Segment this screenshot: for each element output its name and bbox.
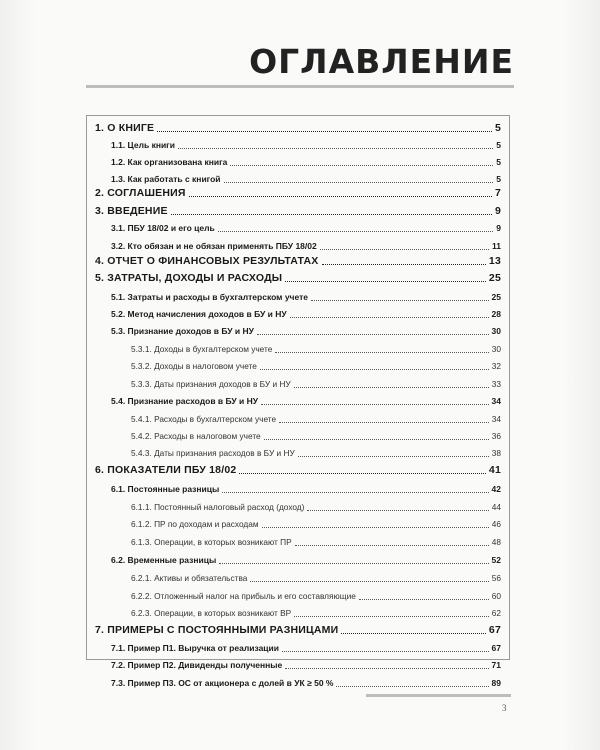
toc-entry-title: 5.3.3. Даты признания доходов в БУ и НУ xyxy=(131,379,291,389)
toc-entry-title: 5.3.1. Доходы в бухгалтерском учете xyxy=(131,344,273,354)
toc-entry[interactable] xyxy=(131,536,501,548)
toc-entry-page: 36 xyxy=(491,431,501,441)
toc-entry-page: 13 xyxy=(488,255,501,267)
toc-entry[interactable] xyxy=(111,395,501,407)
toc-leader-dots xyxy=(359,599,489,600)
toc-entry[interactable] xyxy=(131,378,501,390)
toc-entry-page: 60 xyxy=(491,591,501,601)
toc-leader-dots xyxy=(282,651,489,652)
toc-entry-title: 1.2. Как организована книга xyxy=(111,157,228,167)
toc-entry-page: 30 xyxy=(491,326,501,336)
toc-entry[interactable] xyxy=(111,325,501,337)
toc-leader-dots xyxy=(222,492,488,493)
toc-entry-title: 1.3. Как работать с книгой xyxy=(111,174,221,184)
toc-leader-dots xyxy=(311,300,489,301)
toc-entry-title: 5.3.2. Доходы в налоговом учете xyxy=(131,361,257,371)
toc-leader-dots xyxy=(260,369,489,370)
toc-leader-dots xyxy=(189,196,492,197)
toc-entry[interactable] xyxy=(131,343,501,355)
toc-leader-dots xyxy=(285,668,488,669)
toc-entry-title: 6.2. Временные разницы xyxy=(111,555,217,565)
toc-entry-title: 5.4. Признание расходов в БУ и НУ xyxy=(111,396,259,406)
toc-entry-page: 7 xyxy=(494,187,501,199)
toc-entry-page: 5 xyxy=(494,122,501,134)
toc-entry-title: 1.1. Цель книги xyxy=(111,140,175,150)
toc-entry-page: 5 xyxy=(496,174,501,184)
toc-entry-title: 6. ПОКАЗАТЕЛИ ПБУ 18/02 xyxy=(95,464,237,476)
toc-entry[interactable] xyxy=(131,501,501,513)
toc-entry-title: 5.4.3. Даты признания расходов в БУ и НУ xyxy=(131,448,295,458)
toc-entry[interactable] xyxy=(95,624,501,636)
toc-entry-title: 3. ВВЕДЕНИЕ xyxy=(95,205,168,217)
toc-entry[interactable] xyxy=(131,572,501,584)
toc-entry-title: 5.4.2. Расходы в налоговом учете xyxy=(131,431,261,441)
toc-entry[interactable] xyxy=(131,360,501,372)
toc-entry-title: 1. О КНИГЕ xyxy=(95,122,155,134)
toc-entry[interactable] xyxy=(131,607,501,619)
toc-entry[interactable] xyxy=(111,291,501,303)
toc-entry-page: 71 xyxy=(491,660,501,670)
toc-entry-title: 3.1. ПБУ 18/02 и его цель xyxy=(111,223,215,233)
toc-entry-title: 7. ПРИМЕРЫ С ПОСТОЯННЫМИ РАЗНИЦАМИ xyxy=(95,624,339,636)
toc-leader-dots xyxy=(294,616,489,617)
toc-entry-page: 56 xyxy=(491,573,501,583)
page-title: ОГЛАВЛЕНИЕ xyxy=(249,42,514,81)
toc-entry-page: 52 xyxy=(491,555,501,565)
toc-entry-page: 38 xyxy=(491,448,501,458)
toc-entry[interactable] xyxy=(95,187,501,199)
toc-leader-dots xyxy=(294,387,489,388)
toc-entry-page: 11 xyxy=(492,241,501,251)
toc-leader-dots xyxy=(298,456,489,457)
toc-entry[interactable] xyxy=(111,222,501,234)
toc-entry[interactable] xyxy=(95,255,501,267)
toc-entry-title: 6.2.1. Активы и обязательства xyxy=(131,573,248,583)
toc-entry[interactable] xyxy=(95,272,501,284)
toc-leader-dots xyxy=(320,249,489,250)
toc-entry-title: 6.2.3. Операции, в которых возникают ВР xyxy=(131,608,292,618)
toc-entry-title: 5. ЗАТРАТЫ, ДОХОДЫ И РАСХОДЫ xyxy=(95,272,283,284)
toc-entry-title: 4. ОТЧЕТ О ФИНАНСОВЫХ РЕЗУЛЬТАТАХ xyxy=(95,255,319,267)
footer-divider xyxy=(366,694,511,697)
toc-entry[interactable] xyxy=(111,308,501,320)
toc-entry-page: 48 xyxy=(491,537,501,547)
toc-leader-dots xyxy=(295,545,489,546)
toc-leader-dots xyxy=(230,165,493,166)
toc-entry[interactable] xyxy=(111,156,501,168)
toc-entry[interactable] xyxy=(111,677,501,689)
toc-entry-title: 3.2. Кто обязан и не обязан применять ПБУ 18/02 xyxy=(111,241,317,251)
toc-entry[interactable] xyxy=(111,483,501,495)
toc-entry-page: 67 xyxy=(488,624,501,636)
toc-entry[interactable] xyxy=(131,590,501,602)
title-divider xyxy=(86,85,514,88)
toc-leader-dots xyxy=(322,264,486,265)
toc-entry-title: 5.2. Метод начисления доходов в БУ и НУ xyxy=(111,309,287,319)
toc-entry[interactable] xyxy=(95,122,501,134)
toc-entry[interactable] xyxy=(131,413,501,425)
toc-entry-title: 7.3. Пример П3. ОС от акционера с долей в УК ≥ 50 % xyxy=(111,678,334,688)
toc-entry[interactable] xyxy=(131,518,501,530)
toc-leader-dots xyxy=(285,281,486,282)
toc-entry-page: 9 xyxy=(496,223,501,233)
toc-leader-dots xyxy=(290,317,489,318)
toc-leader-dots xyxy=(257,334,489,335)
toc-entry-page: 30 xyxy=(491,344,501,354)
toc-entry[interactable] xyxy=(111,240,501,252)
toc-entry[interactable] xyxy=(111,659,501,671)
toc-entry-page: 42 xyxy=(491,484,501,494)
toc-leader-dots xyxy=(218,231,494,232)
toc-entry[interactable] xyxy=(111,173,501,185)
toc-leader-dots xyxy=(262,527,489,528)
toc-entry[interactable] xyxy=(95,205,501,217)
toc-leader-dots xyxy=(250,581,488,582)
toc-leader-dots xyxy=(279,422,489,423)
toc-entry-page: 33 xyxy=(491,379,501,389)
toc-entry-page: 34 xyxy=(491,414,501,424)
toc-entry[interactable] xyxy=(131,447,501,459)
toc-entry-page: 41 xyxy=(488,464,501,476)
toc-entry-title: 6.2.2. Отложенный налог на прибыль и его составляющие xyxy=(131,591,356,601)
toc-entry-title: 5.1. Затраты и расходы в бухгалтерском учете xyxy=(111,292,308,302)
toc-leader-dots xyxy=(171,214,492,215)
toc-entry-page: 28 xyxy=(491,309,501,319)
toc-leader-dots xyxy=(178,148,493,149)
toc-leader-dots xyxy=(307,510,488,511)
toc-entry-page: 25 xyxy=(488,272,501,284)
toc-entry-page: 32 xyxy=(491,361,501,371)
toc-entry-page: 5 xyxy=(496,157,501,167)
toc-leader-dots xyxy=(219,563,488,564)
toc-entry-title: 6.1.1. Постоянный налоговый расход (доход) xyxy=(131,502,305,512)
toc-entry-page: 5 xyxy=(496,140,501,150)
page-number: 3 xyxy=(502,703,507,713)
toc-leader-dots xyxy=(239,473,485,474)
toc-entry[interactable] xyxy=(131,430,501,442)
toc-entry[interactable] xyxy=(95,464,501,476)
toc-leader-dots xyxy=(157,131,492,132)
toc-entry-title: 7.2. Пример П2. Дивиденды полученные xyxy=(111,660,283,670)
toc-entry-title: 5.4.1. Расходы в бухгалтерском учете xyxy=(131,414,277,424)
toc-entry-title: 7.1. Пример П1. Выручка от реализации xyxy=(111,643,279,653)
toc-entry[interactable] xyxy=(111,139,501,151)
table-of-contents xyxy=(86,115,510,688)
toc-entry-page: 67 xyxy=(491,643,501,653)
toc-leader-dots xyxy=(336,686,488,687)
toc-entry-page: 46 xyxy=(491,519,501,529)
toc-entry-page: 62 xyxy=(491,608,501,618)
toc-entry-page: 25 xyxy=(491,292,501,302)
toc-entry[interactable] xyxy=(111,642,501,654)
toc-entry-title: 6.1.3. Операции, в которых возникают ПР xyxy=(131,537,292,547)
toc-leader-dots xyxy=(341,633,486,634)
toc-leader-dots xyxy=(264,439,489,440)
toc-entry-title: 6.1. Постоянные разницы xyxy=(111,484,220,494)
toc-leader-dots xyxy=(261,404,488,405)
toc-entry-title: 6.1.2. ПР по доходам и расходам xyxy=(131,519,259,529)
toc-entry[interactable] xyxy=(111,554,501,566)
toc-entry-page: 9 xyxy=(494,205,501,217)
toc-entry-title: 5.3. Признание доходов в БУ и НУ xyxy=(111,326,254,336)
toc-leader-dots xyxy=(224,182,494,183)
toc-entry-page: 89 xyxy=(491,678,501,688)
toc-entry-page: 34 xyxy=(491,396,501,406)
toc-leader-dots xyxy=(275,352,488,353)
toc-entry-title: 2. СОГЛАШЕНИЯ xyxy=(95,187,186,199)
toc-entry-page: 44 xyxy=(491,502,501,512)
